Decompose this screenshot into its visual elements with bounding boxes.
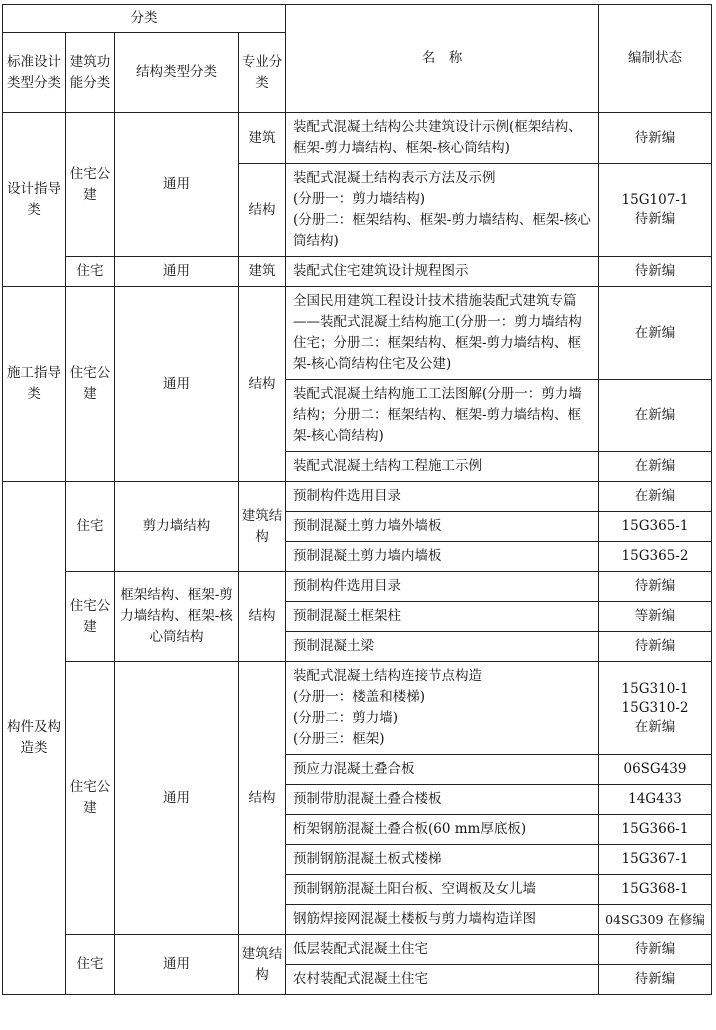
spec-cell: 结构 (239, 572, 286, 662)
spec-cell: 建筑结构 (239, 482, 286, 572)
row-name: 预制混凝土梁 (286, 632, 599, 662)
row-name: 预制钢筋混凝土板式楼梯 (286, 845, 599, 875)
row-status: 等新编 (599, 602, 712, 632)
row-status: 在新编 (599, 452, 712, 482)
row-status: 15G107-1 待新编 (599, 164, 712, 257)
row-status: 待新编 (599, 113, 712, 164)
func-cell: 住宅公建 (66, 113, 115, 257)
row-name: 农村装配式混凝土住宅 (286, 965, 599, 995)
row-status: 在新编 (599, 482, 712, 512)
func-cell: 住宅 (66, 935, 115, 995)
row-name: 预制带肋混凝土叠合楼板 (286, 785, 599, 815)
struct-cell: 框架结构、框架-剪力墙结构、框架-核心筒结构 (115, 572, 239, 662)
row-name: 预制钢筋混凝土阳台板、空调板及女儿墙 (286, 875, 599, 905)
header-classification: 分类 (3, 5, 286, 33)
row-status: 15G365-1 (599, 512, 712, 542)
struct-cell: 通用 (115, 662, 239, 935)
row-name: 钢筋焊接网混凝土楼板与剪力墙构造详图 (286, 905, 599, 935)
row-name: 全国民用建筑工程设计技术措施装配式建筑专篇——装配式混凝土结构施工(分册一：剪力墙结构住宅；分册二：框架结构、框架-剪力墙结构、框架-核心筒结构住宅及公建) (286, 287, 599, 380)
row-name: 装配式住宅建筑设计规程图示 (286, 257, 599, 287)
row-name: 桁架钢筋混凝土叠合板(60 mm厚底板) (286, 815, 599, 845)
row-name: 装配式混凝土结构公共建筑设计示例(框架结构、框架-剪力墙结构、框架-核心筒结构) (286, 113, 599, 164)
row-status: 待新编 (599, 632, 712, 662)
group-design: 设计指导类 (3, 113, 66, 287)
row-status: 待新编 (599, 572, 712, 602)
header-status: 编制状态 (599, 5, 712, 113)
row-status: 待新编 (599, 935, 712, 965)
row-name: 预制混凝土剪力墙外墙板 (286, 512, 599, 542)
row-status: 待新编 (599, 965, 712, 995)
struct-cell: 剪力墙结构 (115, 482, 239, 572)
row-status: 15G365-2 (599, 542, 712, 572)
struct-cell: 通用 (115, 287, 239, 482)
row-name: 装配式混凝土结构连接节点构造 (分册一：楼盖和楼梯) (分册二：剪力墙) (分册三：框架) (286, 662, 599, 755)
row-name: 低层装配式混凝土住宅 (286, 935, 599, 965)
row-status: 15G367-1 (599, 845, 712, 875)
spec-cell: 结构 (239, 662, 286, 935)
row-name: 预制构件选用目录 (286, 572, 599, 602)
row-name: 装配式混凝土结构表示方法及示例 (分册一：剪力墙结构) (分册二：框架结构、框架-剪力墙结构、框架-核心筒结构) (286, 164, 599, 257)
row-name: 装配式混凝土结构施工工法图解(分册一：剪力墙结构；分册二：框架结构、框架-剪力墙结构、框架-核心筒结构) (286, 380, 599, 452)
header-name: 名 称 (286, 5, 599, 113)
func-cell: 住宅公建 (66, 572, 115, 662)
row-name: 预应力混凝土叠合板 (286, 755, 599, 785)
row-status: 04SG309 在修编 (599, 905, 712, 935)
struct-cell: 通用 (115, 257, 239, 287)
row-status: 待新编 (599, 257, 712, 287)
header-discipline: 专业分类 (239, 33, 286, 113)
func-cell: 住宅公建 (66, 287, 115, 482)
row-status: 15G366-1 (599, 815, 712, 845)
spec-cell: 建筑 (239, 257, 286, 287)
row-status: 15G368-1 (599, 875, 712, 905)
row-status: 06SG439 (599, 755, 712, 785)
spec-cell: 建筑 (239, 113, 286, 164)
row-name: 预制混凝土剪力墙内墙板 (286, 542, 599, 572)
row-status: 15G310-1 15G310-2 在新编 (599, 662, 712, 755)
group-component: 构件及构造类 (3, 482, 66, 995)
row-status: 在新编 (599, 380, 712, 452)
row-status: 在新编 (599, 287, 712, 380)
group-construction: 施工指导类 (3, 287, 66, 482)
row-name: 预制构件选用目录 (286, 482, 599, 512)
standards-table (2, 4, 712, 995)
struct-cell: 通用 (115, 113, 239, 257)
header-design-type: 标准设计类型分类 (3, 33, 66, 113)
spec-cell: 结构 (239, 287, 286, 482)
row-name: 预制混凝土框架柱 (286, 602, 599, 632)
spec-cell: 结构 (239, 164, 286, 257)
struct-cell: 通用 (115, 935, 239, 995)
func-cell: 住宅 (66, 482, 115, 572)
row-status: 14G433 (599, 785, 712, 815)
header-function: 建筑功能分类 (66, 33, 115, 113)
spec-cell: 建筑结构 (239, 935, 286, 995)
row-name: 装配式混凝土结构工程施工示例 (286, 452, 599, 482)
header-structure-type: 结构类型分类 (115, 33, 239, 113)
func-cell: 住宅 (66, 257, 115, 287)
func-cell: 住宅公建 (66, 662, 115, 935)
